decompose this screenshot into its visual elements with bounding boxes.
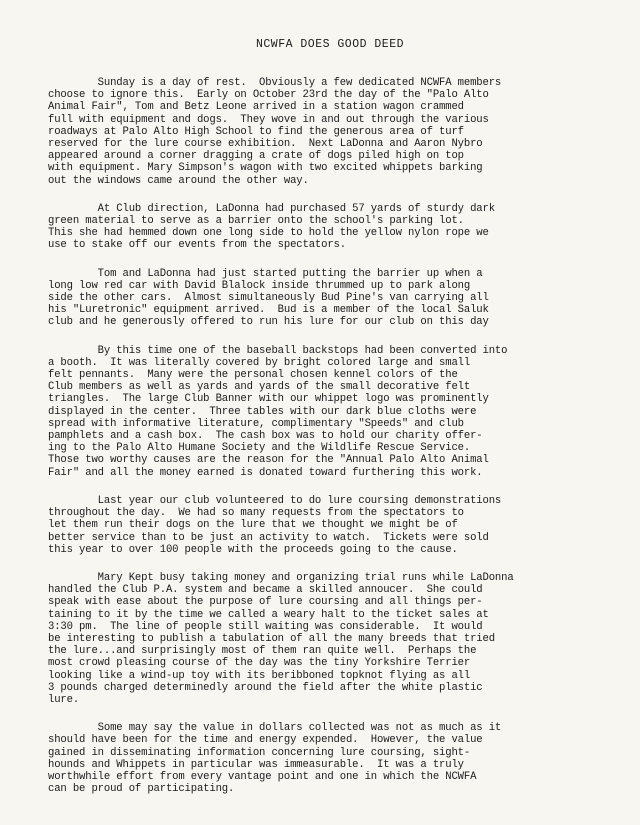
article-body — [48, 77, 612, 795]
paragraph — [48, 572, 612, 706]
text-line: Tom and LaDonna had just started putting the barrier up when a — [48, 267, 483, 280]
text-line: Animal Fair", Tom and Betz Leone arrived in a station wagon crammed — [48, 101, 464, 114]
text-line: pamphlets and a cash box. The cash box was to hold our charity offer- — [48, 430, 483, 443]
text-line: looking like a wind-up toy with its beribboned topknot flying as all — [48, 669, 471, 682]
text-line: side the other cars. Almost simultaneously Bud Pine's van carrying all — [48, 292, 489, 305]
text-line: displayed in the center. Three tables with our dark blue cloths were — [48, 405, 477, 418]
text-line: reserved for the lure course exhibition. Next LaDonna and Aaron Nybro — [48, 138, 483, 151]
text-line: let them run their dogs on the lure that we thought we might be of — [48, 519, 458, 532]
text-line: throughout the day. We had so many requests from the spectators to — [48, 507, 464, 520]
paragraph — [48, 203, 612, 252]
text-line: Fair" and all the money earned is donated toward furthering this work. — [48, 466, 483, 479]
text-line: should have been for the time and energy expended. However, the value — [48, 734, 483, 747]
text-line: By this time one of the baseball backstops had been converted into — [48, 344, 508, 357]
text-line: better service than to be just an activity to watch. Tickets were sold — [48, 531, 489, 544]
text-line: the lure...and surprisingly most of them ran quite well. Perhaps the — [48, 645, 477, 658]
text-line: with equipment. Mary Simpson's wagon with two excited whippets barking — [48, 162, 483, 175]
text-line: Mary Kept busy taking money and organizing trial runs while LaDonna — [48, 571, 514, 584]
text-line: green material to serve as a barrier onto the school's parking lot. — [48, 215, 464, 228]
paragraph — [48, 345, 612, 479]
text-line: use to stake off our events from the spectators. — [48, 239, 346, 252]
text-line: This she had hemmed down one long side to hold the yellow nylon rope we — [48, 227, 489, 240]
text-line: 3:30 pm. The line of people still waiting was considerable. It would — [48, 620, 483, 633]
text-line: Last year our club volunteered to do lure coursing demonstrations — [48, 494, 502, 507]
text-line: spread with informative literature, complimentary "Speeds" and club — [48, 417, 464, 430]
paragraph — [48, 77, 612, 187]
text-line: his "Luretronic" equipment arrived. Bud is a member of the local Saluk — [48, 304, 489, 317]
text-line: hounds and Whippets in particular was immeasurable. It was a truly — [48, 758, 464, 771]
text-line: worthwhile effort from every vantage point and one in which the NCWFA — [48, 770, 477, 783]
text-line: lure. — [48, 693, 80, 706]
paragraph — [48, 722, 612, 795]
page-title: NCWFA DOES GOOD DEED — [255, 38, 405, 51]
text-line: choose to ignore this. Early on October 23rd the day of the "Palo Alto — [48, 89, 489, 102]
text-line: this year to over 100 people with the proceeds going to the cause. — [48, 543, 458, 556]
paragraph — [48, 268, 612, 329]
text-line: can be proud of participating. — [48, 783, 235, 796]
text-line: a booth. It was literally covered by bright colored large and small — [48, 356, 471, 369]
text-line: ing to the Palo Alto Humane Society and the Wildlife Rescue Service. — [48, 442, 471, 455]
text-line: Club members as well as yards and yards of the small decorative felt — [48, 381, 471, 394]
text-line: club and he generously offered to run his lure for our club on this day — [48, 316, 489, 329]
text-line: full with equipment and dogs. They wove in and out through the various — [48, 113, 489, 126]
text-line: triangles. The large Club Banner with our whippet logo was prominently — [48, 393, 489, 406]
text-line: felt pennants. Many were the personal chosen kennel colors of the — [48, 369, 458, 382]
text-line: roadways at Palo Alto High School to find the generous area of turf — [48, 125, 464, 138]
text-line: speak with ease about the purpose of lure coursing and all things per- — [48, 596, 483, 609]
text-line: 3 pounds charged determinedly around the field after the white plastic — [48, 681, 483, 694]
paragraph — [48, 495, 612, 556]
text-line: be interesting to publish a tabulation of all the many breeds that tried — [48, 632, 495, 645]
text-line: handled the Club P.A. system and became a skilled annoucer. She could — [48, 584, 483, 597]
text-line: Sunday is a day of rest. Obviously a few dedicated NCWFA members — [48, 77, 502, 89]
text-line: gained in disseminating information concerning lure coursing, sight- — [48, 746, 471, 759]
text-line: Those two worthy causes are the reason for the "Annual Palo Alto Animal — [48, 454, 489, 467]
text-line: taining to it by the time we called a weary halt to the ticket sales at — [48, 608, 489, 621]
text-line: Some may say the value in dollars collected was not as much as it — [48, 722, 502, 735]
text-line: out the windows came around the other way. — [48, 174, 309, 187]
text-line: appeared around a corner dragging a crate of dogs piled high on top — [48, 150, 464, 163]
text-line: most crowd pleasing course of the day was the tiny Yorkshire Terrier — [48, 657, 471, 670]
text-line: At Club direction, LaDonna had purchased 57 yards of sturdy dark — [48, 202, 495, 215]
text-line: long low red car with David Blalock inside thrummed up to park along — [48, 279, 471, 292]
